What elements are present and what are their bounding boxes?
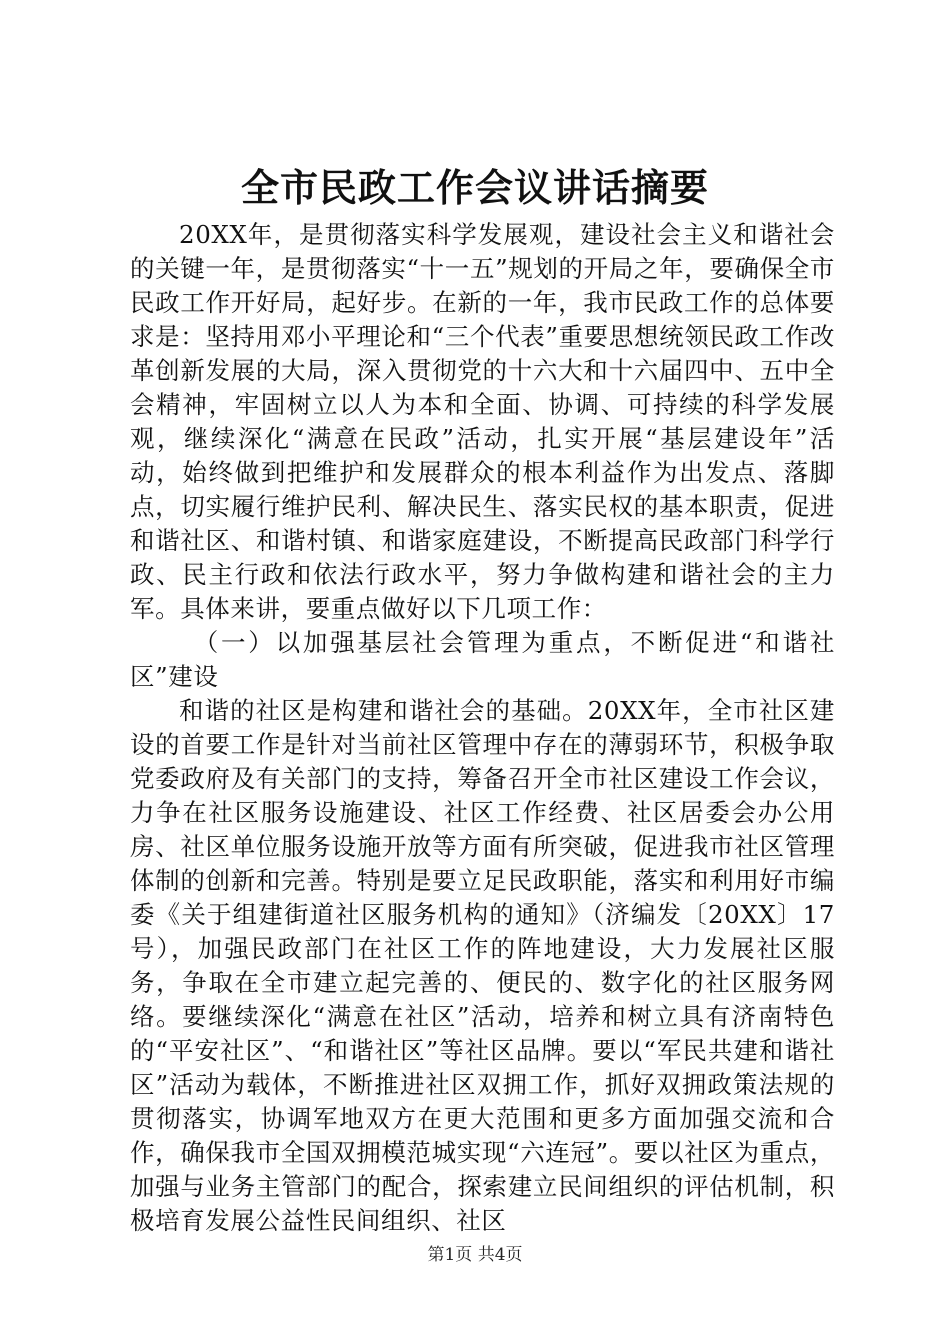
document-body: [130, 218, 835, 1238]
page-footer: 第1页 共4页: [427, 1245, 523, 1265]
document-title: 全市民政工作会议讲话摘要: [240, 165, 709, 210]
section-paragraph: 和谐的社区是构建和谐社会的基础。20XX年，全市社区建设的首要工作是针对当前社区管理中存在的薄弱环节，积极争取党委政府及有关部门的支持，筹备召开全市社区建设工作会议，力争在社区服务设施建设、社区工作经费、社区居委会办公用房、社区单位服务设施开放等方面有所突破，促进我市社区管理体制的创新和完善。特别是要立足民政职能，落实和利用好市编委《关于组建街道社区服务机构的通知》（济编发〔20XX〕17号），加强民政部门在社区工作的阵地建设，大力发展社区服务，争取在全市建立起完善的、便民的、数字化的社区服务网络。要继续深化“满意在社区”活动，培养和树立具有济南特色的“平安社区”、“和谐社区”等社区品牌。要以“军民共建和谐社区”活动为载体，不断推进社区双拥工作，抓好双拥政策法规的贯彻落实，协调军地双方在更大范围和更多方面加强交流和合作，确保我市全国双拥模范城实现“六连冠”。要以社区为重点，加强与业务主管部门的配合，探索建立民间组织的评估机制，积极培育发展公益性民间组织、社区: [130, 696, 835, 1235]
intro-paragraph: 20XX年，是贯彻落实科学发展观，建设社会主义和谐社会的关键一年，是贯彻落实“十一五”规划的开局之年，要确保全市民政工作开好局，起好步。在新的一年，我市民政工作的总体要求是：坚持用邓小平理论和“三个代表”重要思想统领民政工作改革创新发展的大局，深入贯彻党的十六大和十六届四中、五中全会精神，牢固树立以人为本和全面、协调、可持续的科学发展观，继续深化“满意在民政”活动，扎实开展“基层建设年”活动，始终做到把维护和发展群众的根本利益作为出发点、落脚点，切实履行维护民利、解决民生、落实民权的基本职责，促进和谐社区、和谐村镇、和谐家庭建设，不断提高民政部门科学行政、民主行政和依法行政水平，努力争做构建和谐社会的主力军。具体来讲，要重点做好以下几项工作：: [130, 220, 835, 623]
section-heading: （一）以加强基层社会管理为重点，不断促进“和谐社区”建设: [130, 628, 835, 691]
